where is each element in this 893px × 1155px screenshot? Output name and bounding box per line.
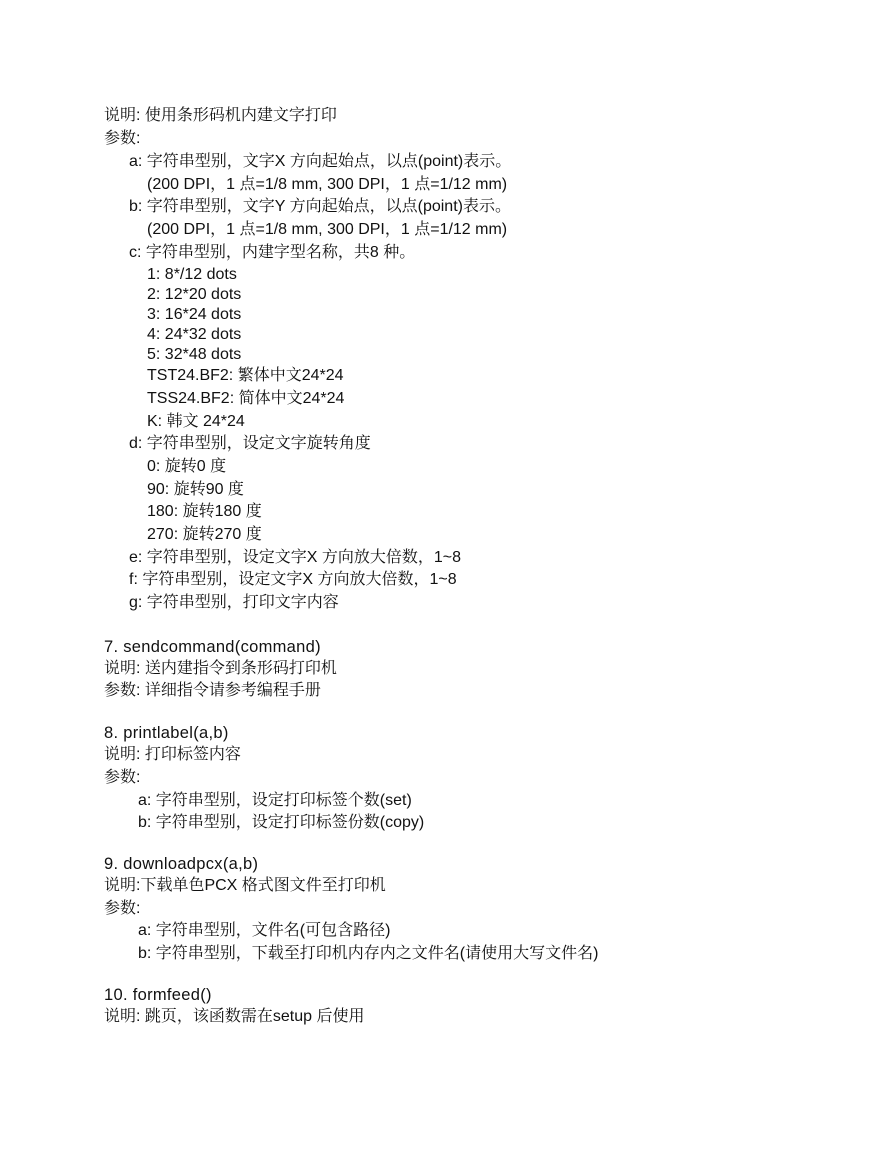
param-e: e: 字符串型别，设定文字X 方向放大倍数，1~8 [129, 549, 462, 566]
param-f: f: 字符串型别，设定文字X 方向放大倍数，1~8 [129, 571, 457, 588]
param-b-note: (200 DPI，1 点=1/8 mm, 300 DPI，1 点=1/12 mm) [147, 221, 508, 238]
font-option: 2: 12*20 dots [147, 286, 242, 303]
rotation-option: 0: 旋转0 度 [147, 458, 227, 475]
section-heading: 9. downloadpcx(a,b) [104, 855, 259, 873]
param-g: g: 字符串型别，打印文字内容 [129, 594, 339, 611]
font-option: TST24.BF2: 繁体中文24*24 [147, 367, 344, 384]
param-a: a: 字符串型别，文字X 方向起始点，以点(point)表示。 [129, 153, 512, 170]
rotation-option: 90: 旋转90 度 [147, 481, 244, 498]
section-6-params-label: 参数: [104, 130, 141, 147]
font-option: 5: 32*48 dots [147, 346, 242, 363]
param-a-note: (200 DPI，1 点=1/8 mm, 300 DPI，1 点=1/12 mm) [147, 176, 508, 193]
param-c: c: 字符串型别，内建字型名称，共8 种。 [129, 244, 416, 261]
param-b: b: 字符串型别，文字Y 方向起始点，以点(point)表示。 [129, 198, 511, 215]
section-8-description: 说明: 打印标签内容 [104, 746, 241, 763]
section-heading: 10. formfeed() [104, 986, 212, 1004]
font-option: 3: 16*24 dots [147, 306, 242, 323]
param-a: a: 字符串型别，文件名(可包含路径) [138, 922, 391, 939]
section-9-description: 说明:下载单色PCX 格式图文件至打印机 [104, 877, 386, 894]
param-b: b: 字符串型别，下载至打印机内存内之文件名(请使用大写文件名) [138, 945, 599, 962]
font-option: 4: 24*32 dots [147, 326, 242, 343]
param-d: d: 字符串型别，设定文字旋转角度 [129, 435, 371, 452]
rotation-option: 270: 旋转270 度 [147, 526, 262, 543]
section-8-params-label: 参数: [104, 769, 141, 786]
font-option: K: 韩文 24*24 [147, 413, 245, 430]
section-6-description: 说明: 使用条形码机内建文字打印 [104, 107, 337, 124]
rotation-option: 180: 旋转180 度 [147, 503, 262, 520]
font-option: TSS24.BF2: 简体中文24*24 [147, 390, 345, 407]
param-b: b: 字符串型别，设定打印标签份数(copy) [138, 814, 425, 831]
section-7-description: 说明: 送内建指令到条形码打印机 [104, 660, 337, 677]
section-heading: 8. printlabel(a,b) [104, 724, 229, 742]
section-7-params: 参数: 详细指令请参考编程手册 [104, 682, 321, 699]
section-heading: 7. sendcommand(command) [104, 638, 321, 656]
section-9-params-label: 参数: [104, 900, 141, 917]
font-option: 1: 8*/12 dots [147, 266, 237, 283]
section-10-description: 说明: 跳页，该函数需在setup 后使用 [104, 1008, 365, 1025]
param-a: a: 字符串型别，设定打印标签个数(set) [138, 792, 412, 809]
